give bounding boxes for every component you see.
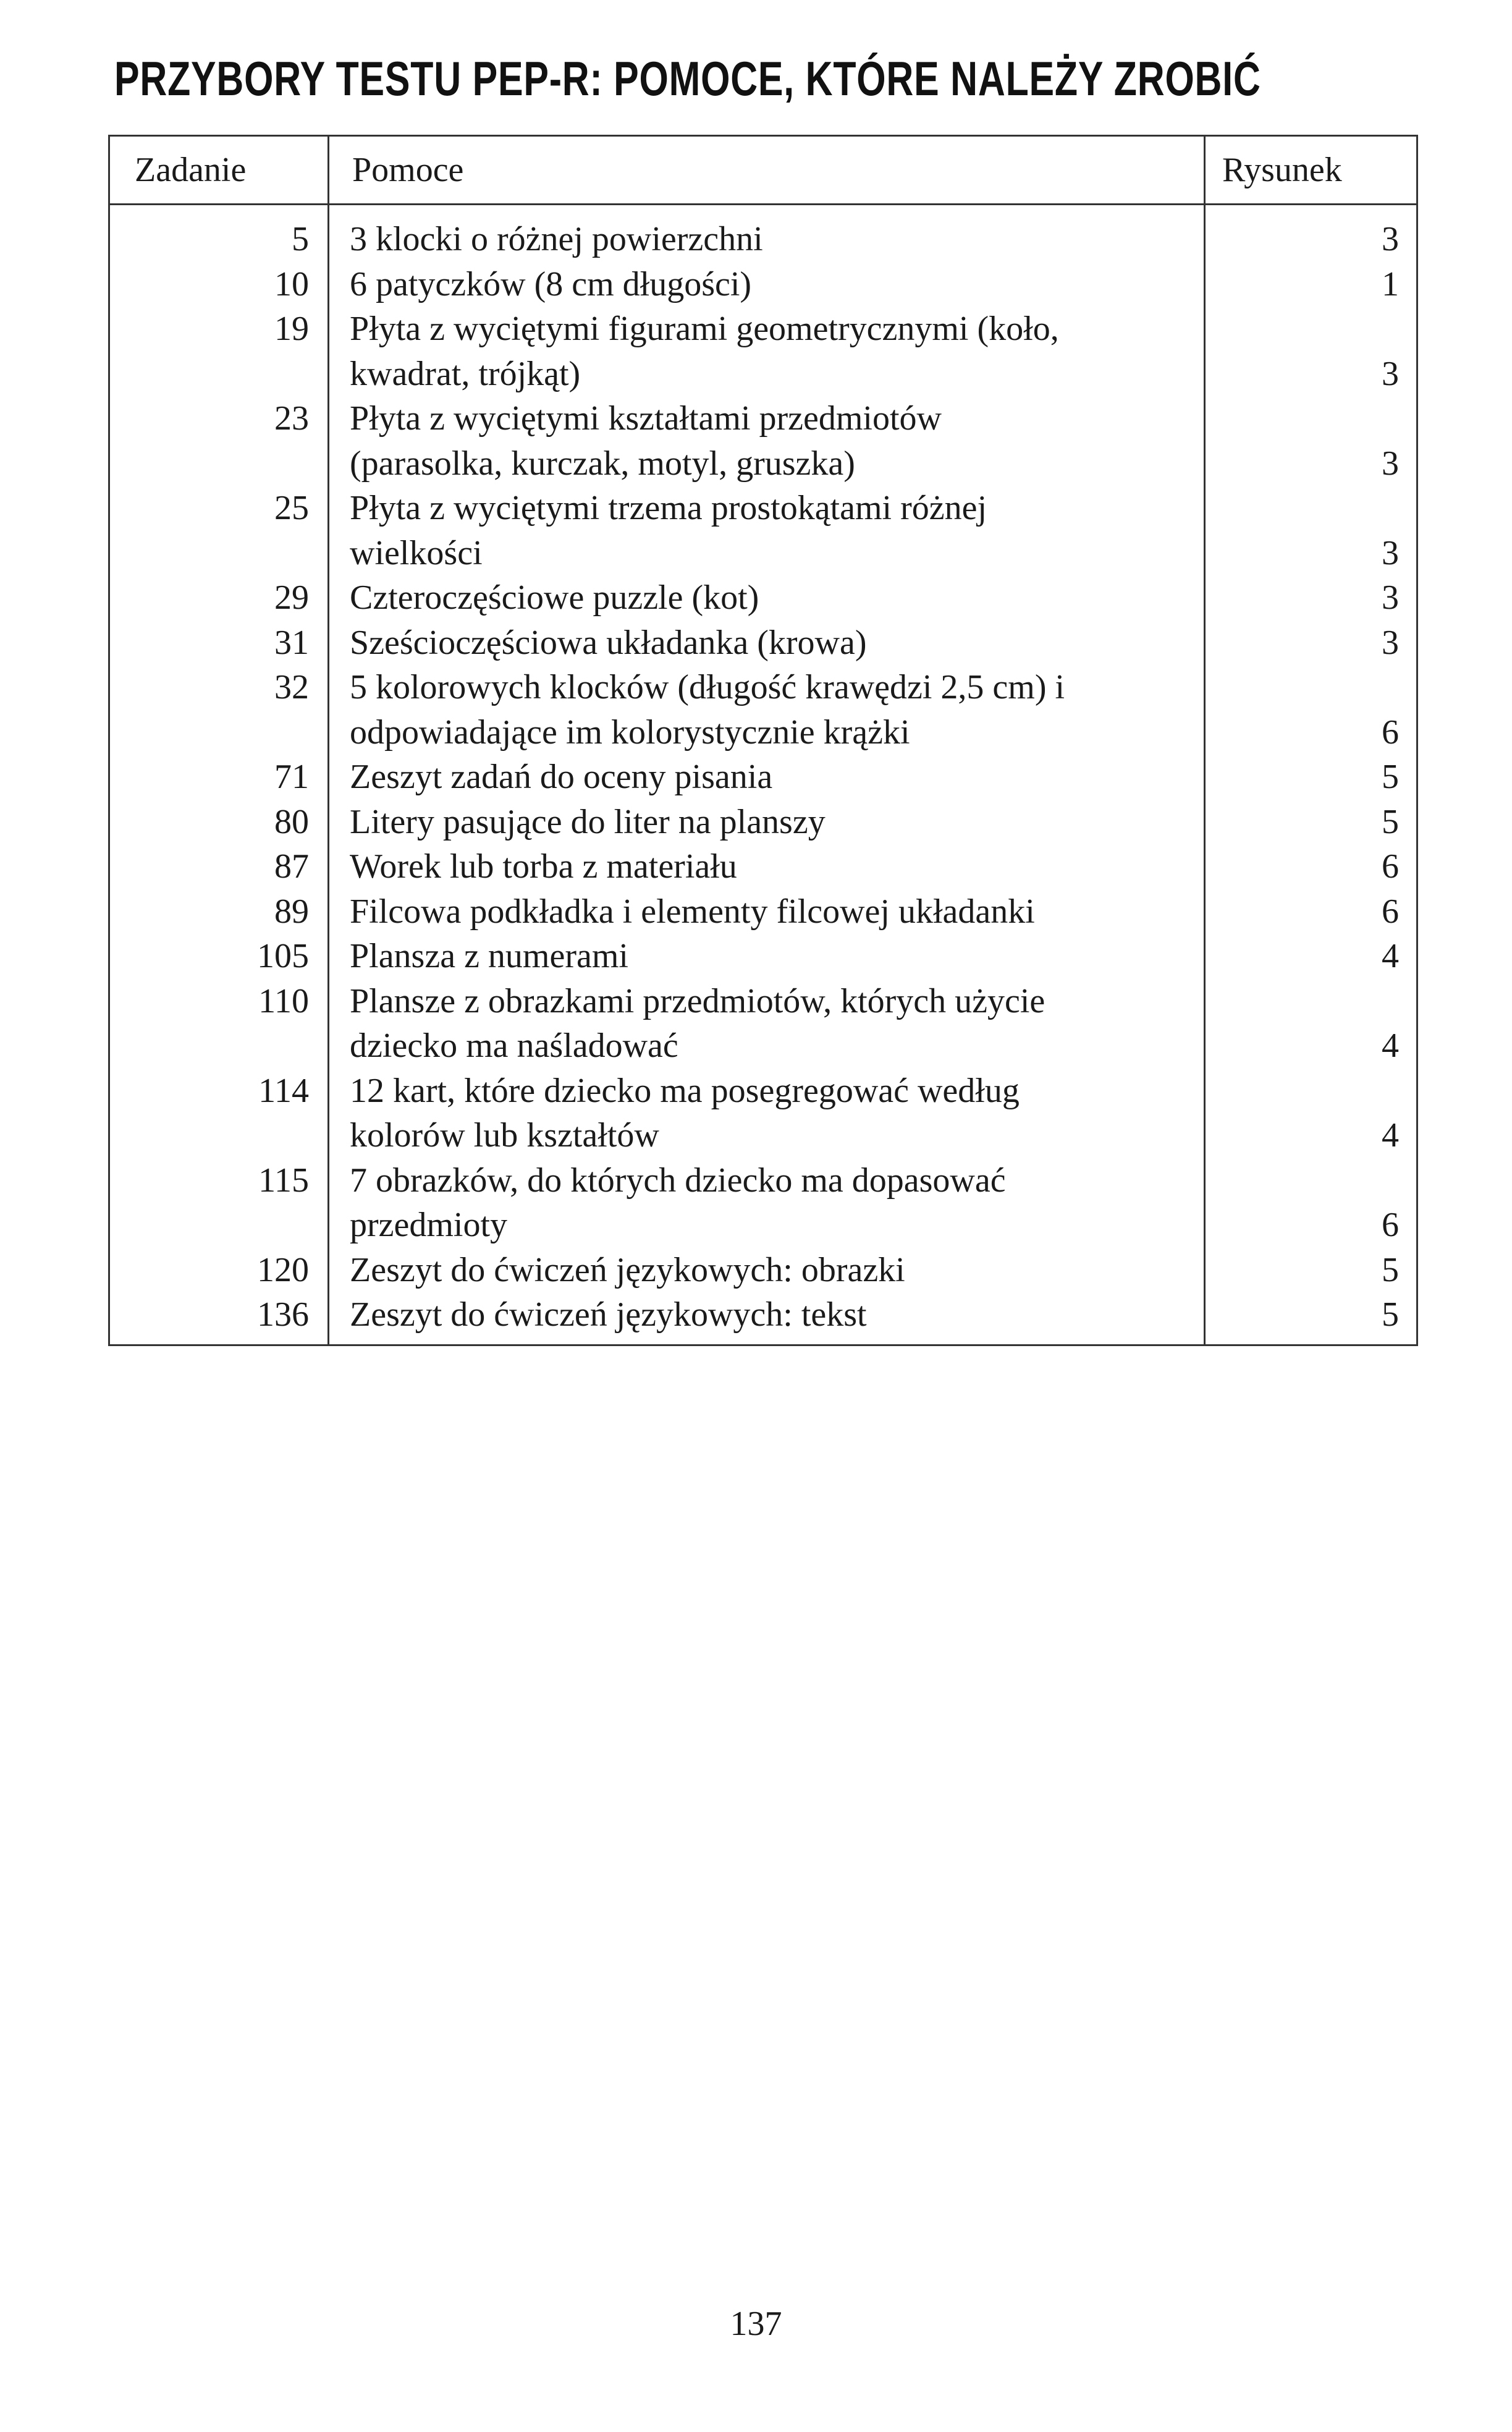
figure-number: 1 <box>1382 265 1399 303</box>
table-row <box>110 1248 1416 1293</box>
task-number: 71 <box>274 758 309 796</box>
aid-description-line: Płyta z wyciętymi trzema prostokątami różnej <box>350 489 987 527</box>
aid-description-line: Płyta z wyciętymi figurami geometrycznymi (koło, <box>350 310 1059 348</box>
table-row <box>110 755 1416 800</box>
aid-description-line: dziecko ma naśladować <box>350 1027 678 1065</box>
task-number: 32 <box>274 668 309 706</box>
aid-description <box>350 800 1178 845</box>
table-row <box>110 1158 1416 1248</box>
task-number: 110 <box>258 981 309 1020</box>
figure-number: 3 <box>1382 623 1399 662</box>
task-number: 5 <box>292 220 309 258</box>
figure-number: 6 <box>1382 892 1399 931</box>
page-title: PRZYBORY TESTU PEP-R: POMOCE, KTÓRE NALEŻY ZROBIĆ <box>114 51 1261 106</box>
table-row <box>110 800 1416 845</box>
table-row <box>110 575 1416 621</box>
aid-description-line: 7 obrazków, do których dziecko ma dopasować <box>350 1161 1006 1200</box>
task-number: 25 <box>274 489 309 527</box>
task-number: 23 <box>274 399 309 438</box>
aid-description-line: Płyta z wyciętymi kształtami przedmiotów <box>350 399 942 438</box>
aid-description-line: Worek lub torba z materiału <box>350 847 737 886</box>
figure-number: 6 <box>1382 847 1399 886</box>
figure-number: 5 <box>1382 802 1399 841</box>
table-row <box>110 889 1416 934</box>
figure-number: 3 <box>1382 444 1399 483</box>
table-row <box>110 1292 1416 1337</box>
figure-number: 3 <box>1382 354 1399 393</box>
aid-description <box>350 486 1178 575</box>
table-row <box>110 307 1416 396</box>
aid-description <box>350 217 1178 262</box>
page-number: 137 <box>730 2305 782 2343</box>
table-row <box>110 1069 1416 1158</box>
aid-description <box>350 755 1178 800</box>
aid-description-line: Plansze z obrazkami przedmiotów, których użycie <box>350 981 1045 1020</box>
figure-number: 3 <box>1382 220 1399 258</box>
task-number: 115 <box>258 1161 309 1200</box>
task-number: 80 <box>274 802 309 841</box>
header-pomoce: Pomoce <box>352 151 464 189</box>
aid-description <box>350 575 1178 621</box>
figure-number: 4 <box>1382 1116 1399 1155</box>
header-rysunek: Rysunek <box>1222 151 1342 189</box>
header-divider <box>110 203 1416 205</box>
table-row <box>110 979 1416 1069</box>
aid-description-line: Czteroczęściowe puzzle (kot) <box>350 578 759 617</box>
aid-description-line: odpowiadające im kolorystycznie krążki <box>350 713 910 752</box>
aid-description-line: Zeszyt do ćwiczeń językowych: obrazki <box>350 1250 905 1289</box>
aid-description-line: Plansza z numerami <box>350 937 628 975</box>
figure-number: 5 <box>1382 1295 1399 1334</box>
aid-description-line: kwadrat, trójkąt) <box>350 354 581 393</box>
aid-description-line: (parasolka, kurczak, motyl, gruszka) <box>350 444 855 483</box>
aid-description-line: Sześcioczęściowa układanka (krowa) <box>350 623 867 662</box>
aid-description-line: Filcowa podkładka i elementy filcowej układanki <box>350 892 1035 931</box>
aid-description <box>350 621 1178 666</box>
task-number: 89 <box>274 892 309 931</box>
task-number: 136 <box>257 1295 309 1334</box>
table-row <box>110 486 1416 575</box>
figure-number: 5 <box>1382 1250 1399 1289</box>
aid-description <box>350 1069 1178 1158</box>
aid-description-line: 12 kart, które dziecko ma posegregować według <box>350 1071 1020 1110</box>
aid-description-line: 3 klocki o różnej powierzchni <box>350 220 763 258</box>
aid-description-line: 5 kolorowych klocków (długość krawędzi 2,5 cm) i <box>350 668 1065 706</box>
aid-description-line: Litery pasujące do liter na planszy <box>350 802 826 841</box>
aid-description <box>350 262 1178 307</box>
table-row <box>110 665 1416 755</box>
header-zadanie: Zadanie <box>135 151 247 189</box>
task-number: 10 <box>274 265 309 303</box>
aids-table <box>108 135 1418 1346</box>
figure-number: 4 <box>1382 937 1399 975</box>
figure-number: 3 <box>1382 578 1399 617</box>
task-number: 31 <box>274 623 309 662</box>
aid-description-line: Zeszyt zadań do oceny pisania <box>350 758 773 796</box>
aid-description-line: 6 patyczków (8 cm długości) <box>350 265 752 303</box>
task-number: 114 <box>258 1071 309 1110</box>
aid-description-line: wielkości <box>350 533 483 572</box>
aid-description-line: przedmioty <box>350 1206 508 1244</box>
figure-number: 4 <box>1382 1027 1399 1065</box>
aid-description-line: kolorów lub kształtów <box>350 1116 659 1155</box>
task-number: 29 <box>274 578 309 617</box>
aid-description <box>350 307 1178 396</box>
table-row <box>110 844 1416 889</box>
aid-description <box>350 1248 1178 1293</box>
task-number: 19 <box>274 310 309 348</box>
aid-description <box>350 396 1178 486</box>
aid-description <box>350 1292 1178 1337</box>
aid-description <box>350 889 1178 934</box>
table-row <box>110 217 1416 262</box>
table-row <box>110 621 1416 666</box>
table-row <box>110 934 1416 979</box>
task-number: 105 <box>257 937 309 975</box>
table-row <box>110 262 1416 307</box>
figure-number: 6 <box>1382 1206 1399 1244</box>
aid-description-line: Zeszyt do ćwiczeń językowych: tekst <box>350 1295 867 1334</box>
aid-description <box>350 934 1178 979</box>
table-row <box>110 396 1416 486</box>
aid-description <box>350 844 1178 889</box>
task-number: 87 <box>274 847 309 886</box>
task-number: 120 <box>257 1250 309 1289</box>
aid-description <box>350 979 1178 1069</box>
figure-number: 6 <box>1382 713 1399 752</box>
figure-number: 3 <box>1382 533 1399 572</box>
table-body <box>110 217 1416 1337</box>
aid-description <box>350 665 1178 755</box>
table-header-row <box>110 137 1416 203</box>
figure-number: 5 <box>1382 758 1399 796</box>
aid-description <box>350 1158 1178 1248</box>
